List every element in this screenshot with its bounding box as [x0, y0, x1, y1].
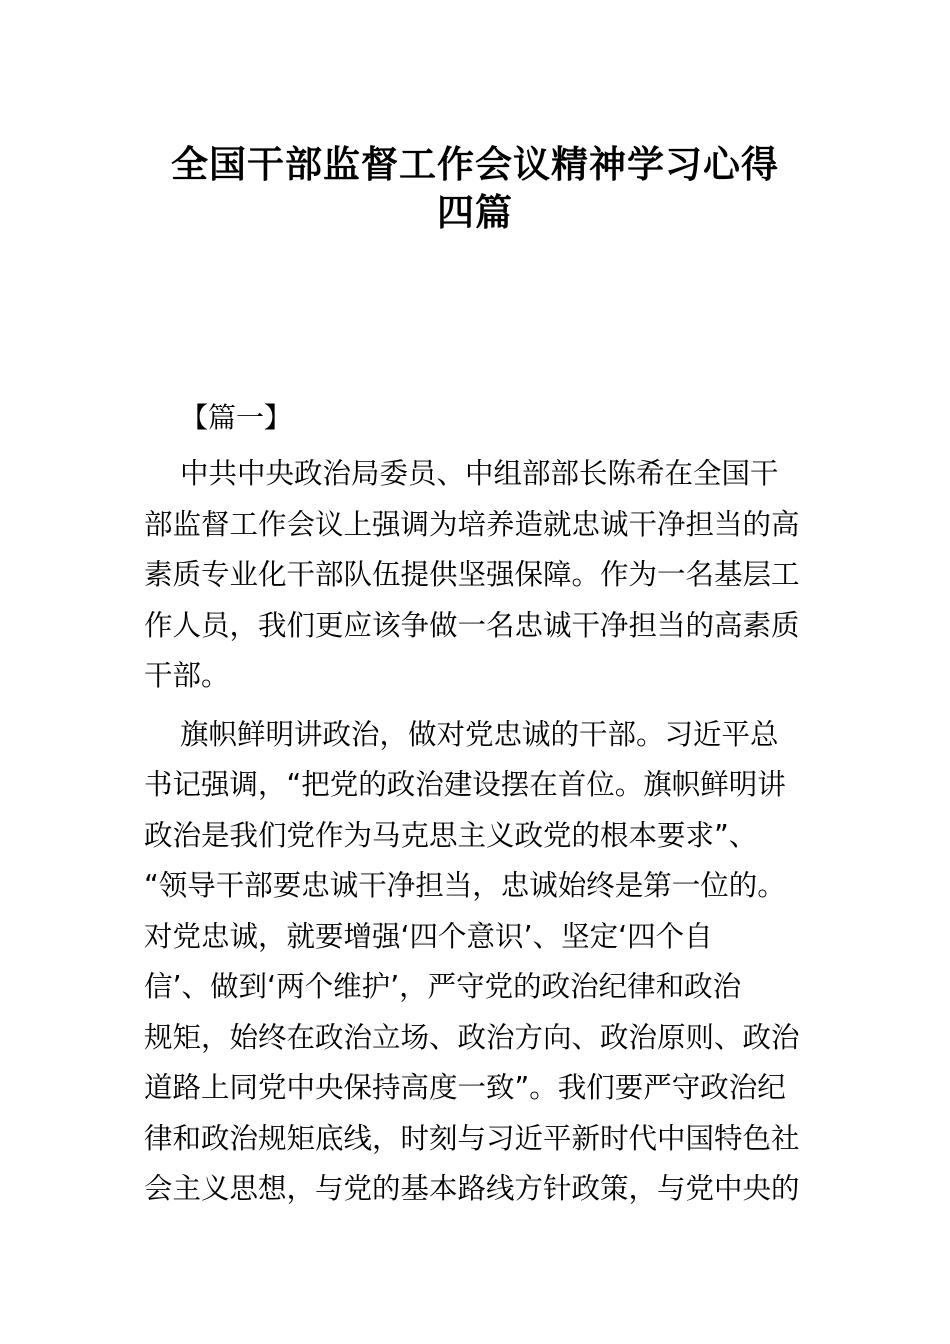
- paragraph-line: 对党忠诚，就要增强‘四个意识’、坚定‘四个自: [144, 919, 713, 953]
- paragraph-line: 律和政治规矩底线，时刻与习近平新时代中国特色社: [144, 1121, 800, 1155]
- paragraph-line: 旗帜鲜明讲政治，做对党忠诚的干部。习近平总: [180, 717, 779, 751]
- paragraph-line: 素质专业化干部队伍提供坚强保障。作为一名基层工: [144, 558, 800, 591]
- paragraph-line: 规矩，始终在政治立场、政治方向、政治原则、政治: [144, 1020, 800, 1054]
- section-label: 【篇一】: [180, 401, 293, 434]
- paragraph-line: 信’、做到‘两个维护’，严守党的政治纪律和政治: [144, 970, 742, 1003]
- paragraph-gap: [144, 702, 808, 710]
- paragraph-line: 中共中央政治局委员、中组部部长陈希在全国干: [180, 457, 779, 490]
- paragraph-line: 道路上同党中央保持高度一致”。我们要严守政治纪: [144, 1071, 786, 1104]
- paragraph-1: [144, 449, 808, 702]
- paragraph-line: 作人员，我们更应该争做一名忠诚干净担当的高素质: [144, 608, 800, 642]
- paragraph-line: 会主义思想，与党的基本路线方针政策，与党中央的: [144, 1172, 800, 1205]
- paragraph-line: 书记强调，“把党的政治建设摆在首位。旗帜鲜明讲: [144, 768, 786, 801]
- paragraph-line: “领导干部要忠诚干净担当，忠诚始终是第一位的。: [144, 869, 786, 902]
- paragraph-line: 部监督工作会议上强调为培养造就忠诚干净担当的高: [144, 507, 800, 541]
- paragraph-line: 政治是我们党作为马克思主义政党的根本要求”、: [144, 818, 758, 852]
- document-title-line-1: 全国干部监督工作会议精神学习心得: [171, 143, 779, 186]
- document-title-line-2: 四篇: [437, 191, 513, 234]
- document-body: [144, 397, 808, 1215]
- paragraph-line: 干部。: [144, 659, 230, 692]
- paragraph-2: [144, 710, 808, 1215]
